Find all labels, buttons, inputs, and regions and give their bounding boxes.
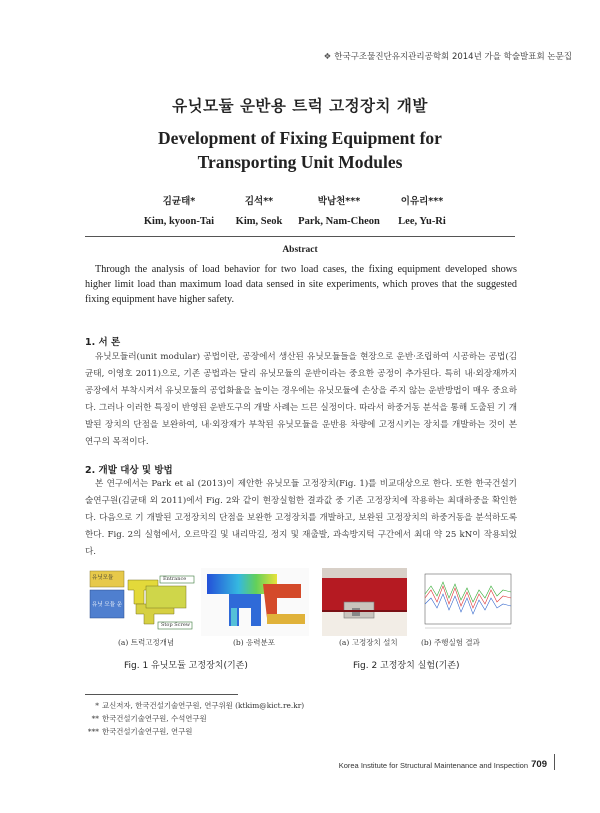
author-name-en: Kim, Seok (235, 216, 283, 227)
author-name-ko: 김균태* (162, 196, 196, 207)
footnote-text: 교신저자, 한국건설기술연구원, 연구위원 (ktkim@kict.re.kr) (102, 701, 305, 710)
title-korean: 유닛모듈 운반용 트럭 고정장치 개발 (172, 97, 428, 115)
fig2a-caption: (a) 고정장치 설치 (339, 638, 398, 647)
fig2b-image (411, 568, 515, 636)
footnote-text: 한국건설기술연구원, 연구원 (102, 727, 193, 736)
author-name-ko: 김석** (244, 196, 274, 207)
abstract-text: Through the analysis of load behavior for two load cases, the fixing equipment developed shows higher limit load than maximum load data sensed in site experiments, which proves that the suggested fixing equipment have higher safety. (85, 264, 517, 305)
fig1a-image (88, 568, 196, 636)
footnote-1 (85, 700, 304, 711)
section2-heading: 2. 개발 대상 및 방법 (85, 465, 173, 476)
fig1b-image (201, 568, 309, 636)
title-english-line1: Development of Fixing Equipment for (158, 128, 442, 148)
fig1a-label-mid: 유닛 모듈 운 (92, 602, 123, 608)
abstract-heading: Abstract (282, 245, 318, 255)
footnote-text: 한국건설기술연구원, 수석연구원 (102, 714, 207, 723)
header-bullet-icon: ❖ (323, 52, 332, 62)
footnote-3 (85, 726, 192, 737)
running-header (324, 50, 572, 62)
fig2b-caption: (b) 주행실험 결과 (421, 638, 480, 647)
author-name-ko: 이유리*** (400, 196, 444, 207)
footnote-mark: * (95, 701, 99, 710)
footnote-mark: ** (91, 714, 99, 723)
fig1b-caption: (b) 응력분포 (233, 638, 276, 647)
author-4 (362, 193, 482, 227)
divider (85, 236, 515, 237)
title-english (0, 126, 600, 174)
fig1a-label-bottom: Stop Screw (161, 622, 191, 628)
fig1-caption: Fig. 1 유닛모듈 고정장치(기존) (124, 661, 248, 671)
author-name-en: Kim, kyoon-Tai (143, 216, 215, 227)
footnote-divider (85, 694, 238, 695)
page-number-divider (554, 754, 555, 770)
footer-text: Korea Institute for Structural Maintenance and Inspection (338, 761, 528, 770)
fig2-caption: Fig. 2 고정장치 실험(기존) (353, 661, 460, 671)
page-number: 709 (531, 759, 547, 770)
title-english-line2: Transporting Unit Modules (197, 152, 403, 172)
figure-row (88, 568, 516, 638)
section2-text: 본 연구에서는 Park et al (2013)이 제안한 유닛모듈 고정장치(Fig. 1)를 비교대상으로 한다. 또한 한국건설기술연구원(김균태 외 2011)에서 Fig. 2와 같이 현장실험한 결과값 중 기존 고정장치에 작용하는 최대하중을 확인한다. 다음으로 기 개발된 고정장치의 단점을 보완한 고정장치를 개발하고, 보완된 고정장치의 하중거동을 분석하도록 한다. Fig. 2의 실험에서, 오르막길 및 내리막길, 정지 및 재출발, 과속방지턱 구간에서 최대 약 25 kN이 작용되었다. (85, 479, 517, 557)
author-name-en: Lee, Yu-Ri (398, 216, 446, 227)
footnote-mark: *** (87, 727, 99, 736)
fig1a-label-right: Entrance (163, 576, 187, 582)
fig1a-caption: (a) 트럭고정개념 (118, 638, 175, 647)
author-name-ko: 박남천*** (317, 196, 361, 207)
fig2a-image (322, 568, 407, 636)
author-name-en: Park, Nam-Cheon (298, 216, 380, 227)
fig1a-label-top: 유닛모듈 (92, 575, 114, 581)
footnote-2 (85, 713, 207, 724)
header-text: 한국구조물진단유지관리공학회 2014년 가을 학술발표회 논문집 (334, 52, 572, 62)
section1-text: 유닛모듈러(unit modular) 공법이란, 공장에서 생산된 유닛모듈들을 현장으로 운반·조립하여 시공하는 공법(김균태, 이영호 2011)으로, 기존 공법과는 달리 유닛모듈의 운반이라는 중요한 공정이 추가된다. 특히 내·외장재까지 공장에서 부착시켜서 유닛모듈의 공업화율을 높이는 경우에는 유닛모듈에 손상을 주지 않는 운반방법이 매우 중요하다. 그러나 이러한 특징이 반영된 운반도구의 개발 사례는 드믄 실정이다. 따라서 하중거동 분석을 통해 도출된 기 개발된 장치의 단점을 보완하여, 내·외장재가 부착된 유닛모듈을 운반용 차량에 고정시키는 장치를 개발하는 것이 본 연구의 목적이다. (85, 352, 517, 447)
section1-heading: 1. 서 론 (85, 337, 121, 348)
